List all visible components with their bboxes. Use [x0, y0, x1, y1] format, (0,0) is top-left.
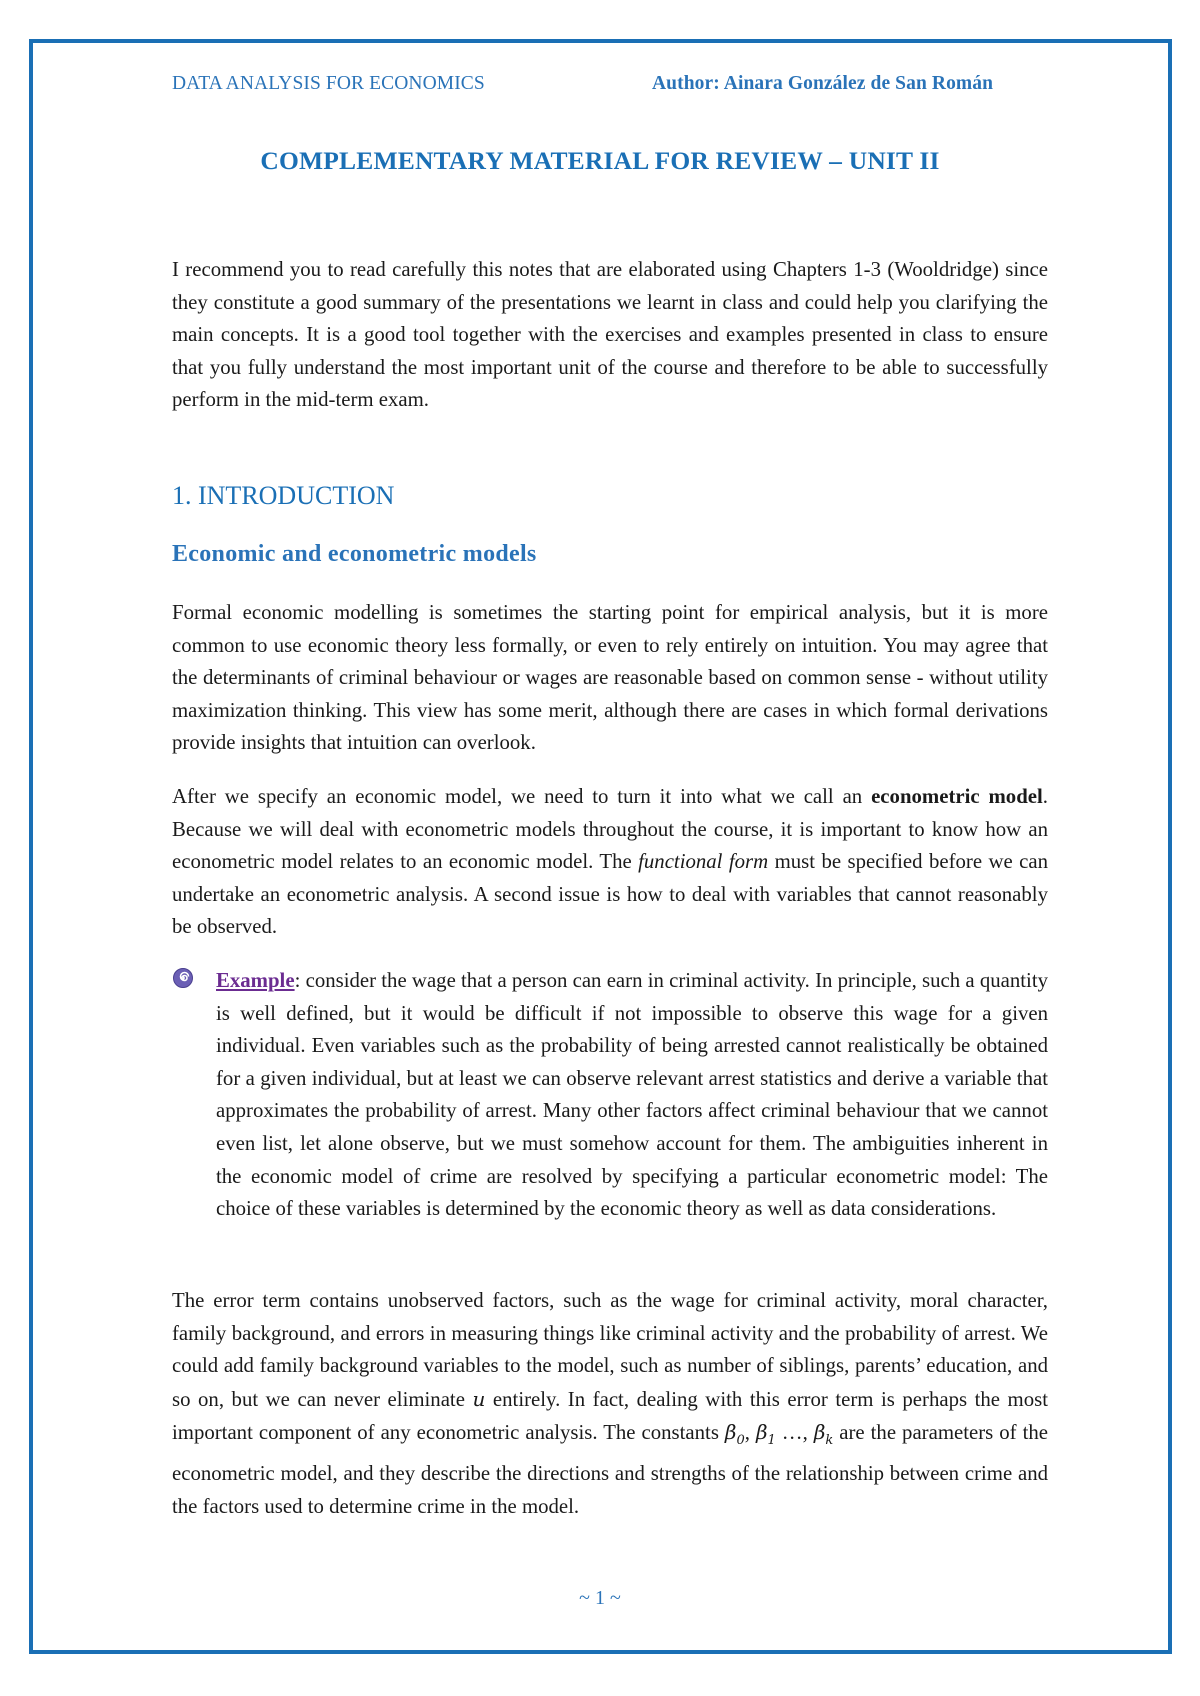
spiral-icon [172, 967, 194, 989]
document-title: COMPLEMENTARY MATERIAL FOR REVIEW – UNIT II [260, 146, 940, 175]
functional-form-term: functional form [638, 850, 769, 874]
paragraph-error-term: The error term contains unobserved factors, such as the wage for criminal activity, moral character, family background, and errors in measuring things like criminal activity and the probability of arrest. We could add family background variables to the model, such as number of siblings, parents’ education, and so on, but we can never eliminate u entirely. In fact, dealing with this error term is perhaps the most important component of any econometric analysis. The constants $\beta_0$, $\beta_1$ …, $\beta_k$ are the parameters of the econometric model, and they describe the directions and strengths of the relationship between crime and the factors used to determine crime in the model. [172, 1289, 1048, 1518]
author-line: Author: Ainara González de San Román [652, 73, 994, 94]
page-number: ~ 1 ~ [579, 1587, 621, 1609]
course-title: DATA ANALYSIS FOR ECONOMICS [172, 73, 485, 94]
econometric-model-term: econometric model [871, 785, 1043, 808]
paragraph-econometric-model: After we specify an economic model, we need to turn it into what we call an econometric model. Because we will deal with econometric models throughout the course, it is important to know how an econometric model relates to an economic model. The functional form must be specified before we can undertake an econometric analysis. A second issue is how to deal with variables that cannot reasonably be observed. [172, 785, 1049, 939]
beta-k-symbol: $\beta_k$ [813, 1420, 834, 1449]
beta-0-symbol: $\beta_0$ [724, 1420, 745, 1449]
section-heading: 1. INTRODUCTION [172, 481, 395, 510]
page-header [172, 73, 1028, 97]
example-label: Example [216, 969, 295, 992]
intro-paragraph: I recommend you to read carefully this notes that are elaborated using Chapters 1-3 (Wooldridge) since they constitute a good summary of the presentations we learnt in class and could help you clarifying the main concepts. It is a good tool together with the exercises and examples presented in class to ensure that you fully understand the most important unit of the course and therefore to be able to successfully perform in the mid-term exam. [172, 258, 1048, 412]
beta-1-symbol: $\beta_1$ [755, 1420, 776, 1449]
paragraph-formal-modelling: Formal economic modelling is sometimes the starting point for empirical analysis, but it is more common to use economic theory less formally, or even to rely entirely on intuition. You may agree that the determinants of criminal behaviour or wages are reasonable based on common sense - without utility maximization thinking. This view has some merit, although there are cases in which formal derivations provide insights that intuition can overlook. [172, 601, 1048, 755]
example-block: Example: consider the wage that a person can earn in criminal activity. In principle, such a quantity is well defined, but it would be difficult if not impossible to observe this wage for a given individual. Even variables such as the probability of being arrested cannot realistically be obtained for a given individual, but at least we can observe relevant arrest statistics and derive a variable that approximates the probability of arrest. Many other factors affect criminal behaviour that we cannot even list, let alone observe, but we must somehow account for them. The ambiguities inherent in the economic model of crime are resolved by specifying a particular econometric model: The choice of these variables is determined by the economic theory as well as data considerations. [172, 965, 1048, 1226]
subsection-heading: Economic and econometric models [172, 541, 537, 567]
error-term-symbol: u [472, 1386, 486, 1411]
